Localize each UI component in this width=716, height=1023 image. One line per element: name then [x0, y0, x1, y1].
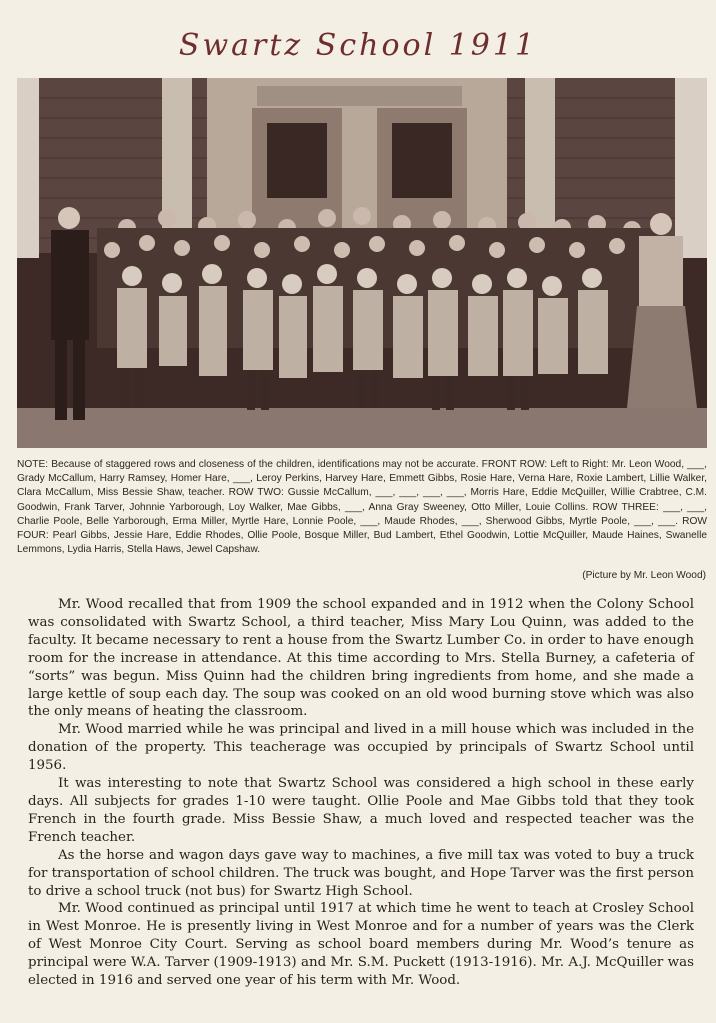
photo-caption: NOTE: Because of staggered rows and closeness of the children, identifications may not be accurate. FRONT ROW: Left to Right: Mr. Leon Wood, ___, Grady McCallum, Harry Ramsey, Homer Hare, ___, Leroy Perkins, Harvey Hare, Emmett Gibbs, Rosie Hare, Verna Hare, Roxie Lambert, Lillie Walker, Clara McCallum, Miss Bessie Shaw, teacher. ROW TWO: Gussie McCallum, ___, ___, ___, ___, Morris Hare, Eddie McQuiller, Willie Crabtree, C.M. Goodwin, Frank Tarver, Johnnie Yarborough, Loy Walker, Mae Gibbs, ___, Anna Gray Sweeney, Otto Miller, Louie Collins. ROW THREE: ___, ___, Charlie Poole, Belle Yarborough, Erma Miller, Myrtle Hare, Lonnie Poole, ___, Maude Rhodes, ___, Sherwood Gibbs, Myrtle Poole, ___, ___. ROW FOUR: Pearl Gibbs, Jessie Hare, Eddie Rhodes, Ollie Poole, Bosque Miller, Bud Lambert, Ethel Goodwin, Lottie McQuiller, Maude Haines, Swanelle Lemmons, Lydia Harris, Stella Haws, Jewel Capshaw.	[17, 459, 707, 556]
page-title: Swartz School 1911	[178, 28, 538, 63]
paragraph: Mr. Wood recalled that from 1909 the school expanded and in 1912 when the Colony School was consolidated with Swartz School, a third teacher, Miss Mary Lou Quinn, was added to the faculty. It became necessary to rent a house from the Swartz Lumber Co. in order to have enough room for the increase in attendance. At this time according to Mrs. Stella Burney, a cafeteria of “sorts” was begun. Miss Quinn had the children bring ingredients from home, and she made a large kettle of soup each day. The soup was cooked on an old wood burning stove which was also the only means of heating the classroom.	[28, 597, 694, 720]
paragraph: Mr. Wood continued as principal until 1917 at which time he went to teach at Crosley School in West Monroe. He is presently living in West Monroe and for a number of years was the Clerk of West Monroe City Court. Serving as school board members during Mr. Wood’s tenure as principal were W.A. Tarver (1909-1913) and Mr. S.M. Puckett (1913-1916). Mr. A.J. McQuiller was elected in 1916 and served one year of his term with Mr. Wood.	[28, 901, 694, 989]
paragraph: It was interesting to note that Swartz School was considered a high school in these early days. All subjects for grades 1-10 were taught. Ollie Poole and Mae Gibbs told that they took French in the fourth grade. Miss Bessie Shaw, a much loved and respected teacher was the French teacher.	[28, 776, 694, 845]
photo-credit: (Picture by Mr. Leon Wood)	[582, 570, 706, 581]
paragraph: Mr. Wood married while he was principal and lived in a mill house which was included in the donation of the property. This teacherage was occupied by principals of Swartz School until 1956.	[28, 722, 694, 774]
class-photograph	[17, 78, 707, 448]
paragraph: As the horse and wagon days gave way to machines, a five mill tax was voted to buy a truck for transportation of school children. The truck was bought, and Hope Tarver was the first person to drive a school truck (not bus) for Swartz High School.	[28, 847, 694, 899]
article-body	[28, 596, 694, 990]
